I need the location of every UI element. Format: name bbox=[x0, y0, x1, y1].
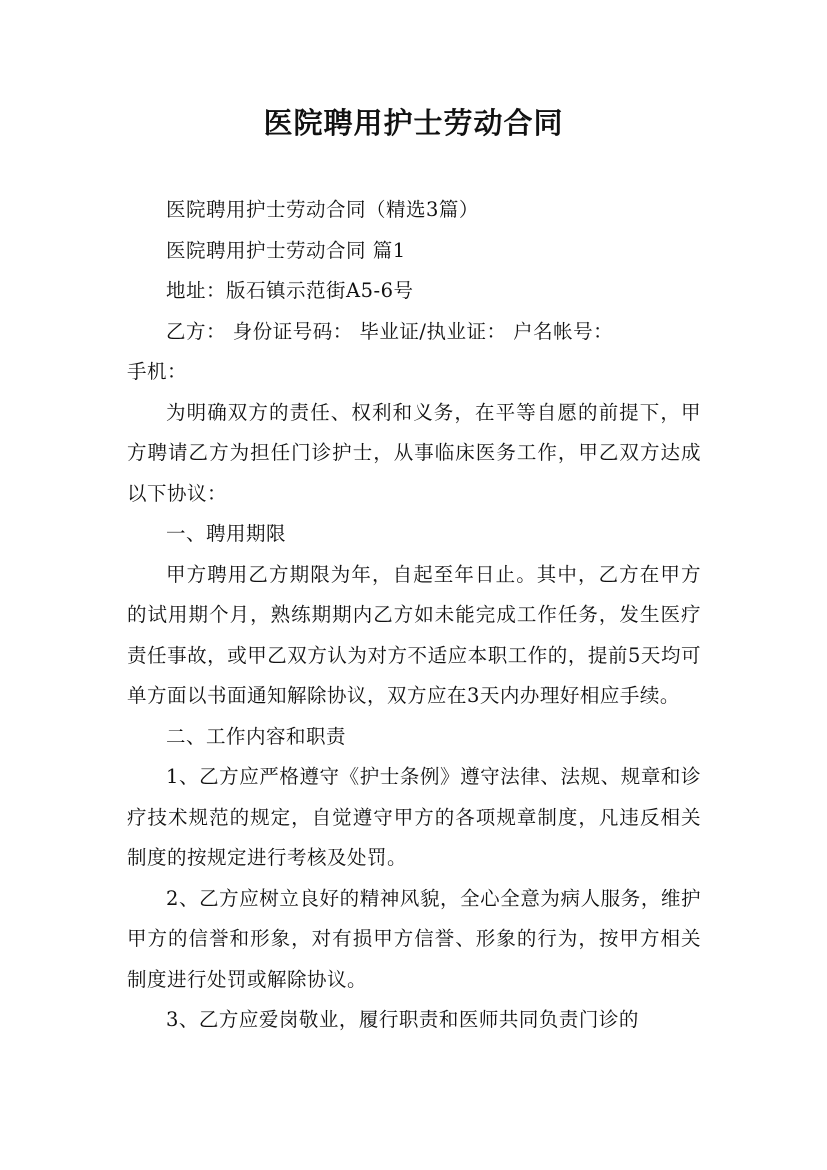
term-paragraph: 甲方聘用乙方期限为年，自起至年日止。其中，乙方在甲方的试用期个月，熟练期期内乙方如未能完成工作任务，发生医疗责任事故，或甲乙双方认为对方不适应本职工作的，提前5天均可单方面以书面通知解除协议，双方应在3天内办理好相应手续。 bbox=[127, 562, 701, 707]
subtitle-paragraph: 医院聘用护士劳动合同（精选3篇） bbox=[166, 198, 479, 221]
section-heading-paragraph: 医院聘用护士劳动合同 篇1 bbox=[166, 238, 406, 262]
term-heading: 一、聘用期限 bbox=[166, 522, 287, 545]
phone-paragraph: 手机： bbox=[127, 360, 188, 383]
duty-item-1: 1、乙方应严格遵守《护士条例》遵守法律、法规、规章和诊疗技术规范的规定，自觉遵守甲方的各项规章制度，凡违反相关制度的按规定进行考核及处罚。 bbox=[127, 765, 701, 869]
duty-item-3: 3、乙方应爱岗敬业，履行职责和医师共同负责门诊的 bbox=[166, 1008, 639, 1031]
preamble-paragraph: 为明确双方的责任、权利和义务，在平等自愿的前提下，甲方聘请乙方为担任门诊护士，从事临床医务工作，甲乙双方达成以下协议： bbox=[127, 400, 701, 505]
document-title: 医院聘用护士劳动合同 bbox=[263, 106, 564, 140]
party-b-info-paragraph: 乙方： 身份证号码： 毕业证/执业证： 户名帐号： bbox=[166, 319, 614, 343]
address-paragraph: 地址：版石镇示范街A5-6号 bbox=[166, 279, 414, 302]
document-body bbox=[127, 190, 701, 1041]
duties-heading: 二、工作内容和职责 bbox=[166, 724, 347, 748]
duty-item-2: 2、乙方应树立良好的精神风貌，全心全意为病人服务，维护甲方的信誉和形象，对有损甲方信誉、形象的行为，按甲方相关制度进行处罚或解除协议。 bbox=[127, 886, 701, 991]
